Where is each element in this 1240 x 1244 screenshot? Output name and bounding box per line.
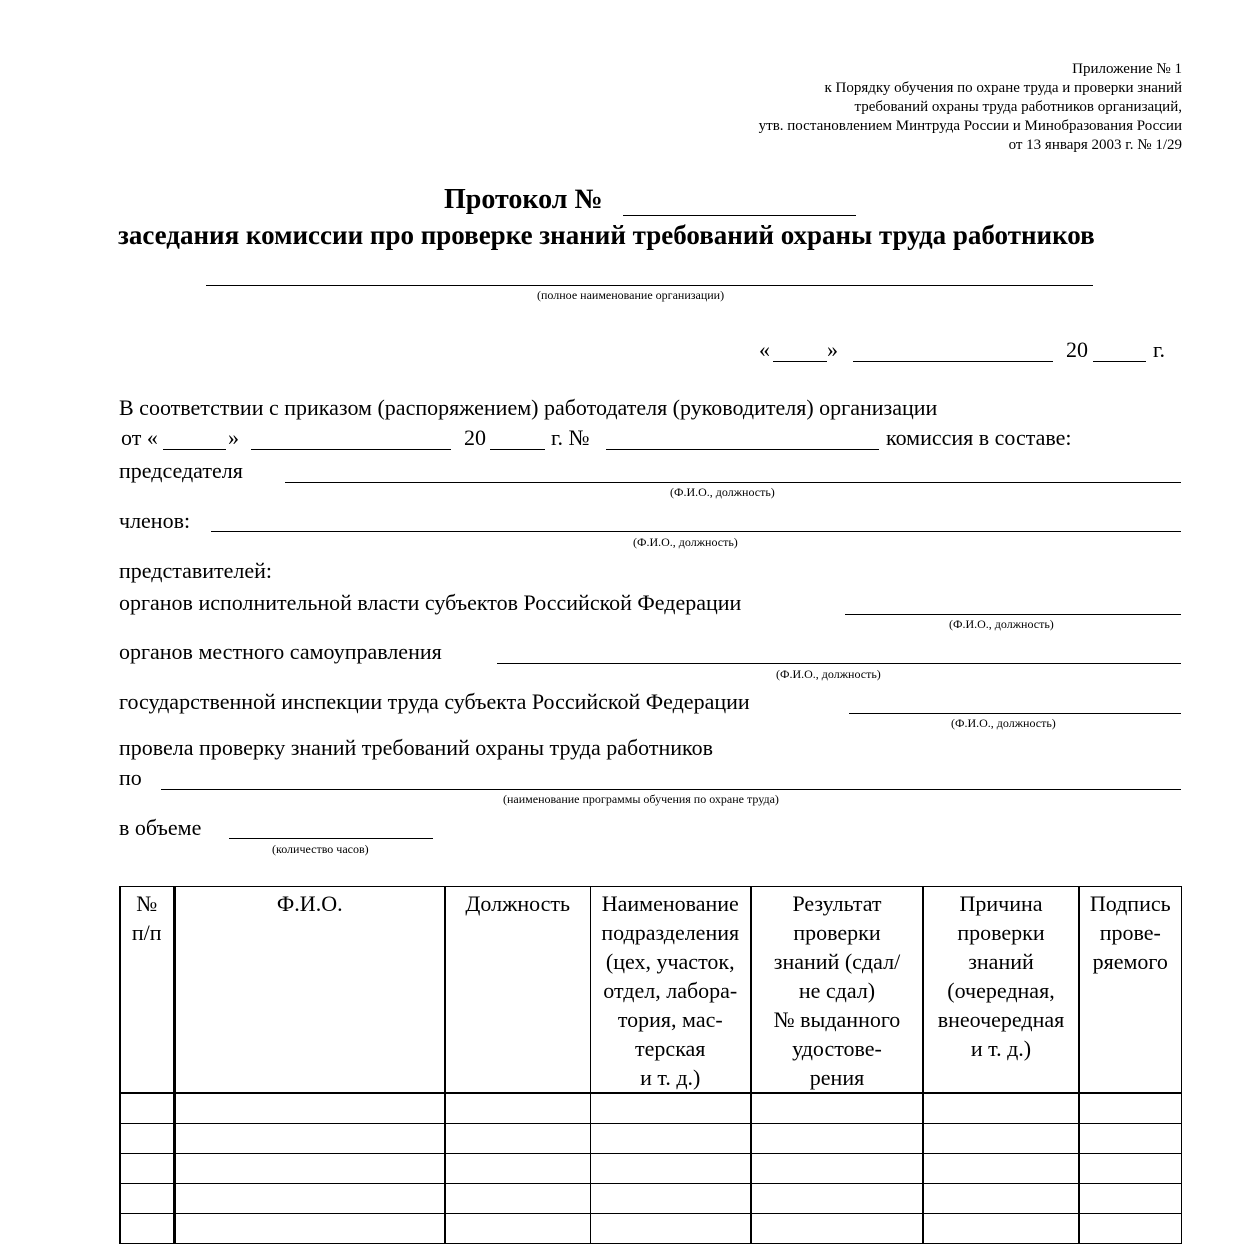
table-cell-reason[interactable]: [923, 1154, 1079, 1184]
program-hint: (наименование программы обучения по охране труда): [503, 792, 779, 806]
members-label: членов:: [119, 508, 191, 533]
table-cell-department[interactable]: [590, 1214, 751, 1244]
date-year-suffix: г.: [1153, 337, 1166, 362]
column-header-position: Должность: [445, 887, 590, 1094]
inspection-field[interactable]: [849, 713, 1181, 714]
date-month-field[interactable]: [853, 361, 1053, 362]
table-cell-department[interactable]: [590, 1124, 751, 1154]
exec-bodies-field[interactable]: [845, 614, 1181, 615]
table-cell-number[interactable]: [120, 1093, 174, 1124]
chairman-hint: (Ф.И.О., должность): [670, 485, 775, 499]
order-number-label: г. №: [551, 425, 590, 450]
commission-label: комиссия в составе:: [886, 425, 1072, 450]
local-gov-hint: (Ф.И.О., должность): [776, 667, 881, 681]
table-cell-signature[interactable]: [1079, 1093, 1181, 1124]
table-cell-fio[interactable]: [174, 1184, 445, 1214]
table-row: [120, 1214, 1181, 1244]
table-cell-signature[interactable]: [1079, 1154, 1181, 1184]
examinees-table: [119, 886, 1182, 1244]
members-hint: (Ф.И.О., должность): [633, 535, 738, 549]
table-header-row: [120, 887, 1181, 1094]
local-gov-label: органов местного самоуправления: [119, 639, 442, 664]
table-cell-number[interactable]: [120, 1124, 174, 1154]
table-cell-signature[interactable]: [1079, 1214, 1181, 1244]
table-cell-position[interactable]: [445, 1093, 590, 1124]
table-cell-position[interactable]: [445, 1214, 590, 1244]
protocol-subtitle: заседания комиссии про проверке знаний требований охраны труда работников: [118, 220, 1095, 250]
organization-name-field[interactable]: [206, 285, 1093, 286]
table-cell-signature[interactable]: [1079, 1124, 1181, 1154]
table-cell-department[interactable]: [590, 1154, 751, 1184]
table-cell-number[interactable]: [120, 1184, 174, 1214]
column-header-fio: Ф.И.О.: [174, 887, 445, 1094]
column-header-result: Результат проверки знаний (сдал/ не сдал) № выданного удостове- рения: [751, 887, 923, 1094]
order-month-field[interactable]: [251, 449, 451, 450]
table-cell-fio[interactable]: [174, 1093, 445, 1124]
table-cell-position[interactable]: [445, 1154, 590, 1184]
table-row: [120, 1093, 1181, 1124]
date-year-prefix: 20: [1066, 337, 1088, 362]
table-cell-fio[interactable]: [174, 1154, 445, 1184]
order-day-field[interactable]: [163, 449, 226, 450]
exec-bodies-hint: (Ф.И.О., должность): [949, 617, 1054, 631]
appendix-line: к Порядку обучения по охране труда и проверки знаний: [824, 80, 1182, 96]
table-row: [120, 1124, 1181, 1154]
table-cell-reason[interactable]: [923, 1093, 1079, 1124]
table-cell-reason[interactable]: [923, 1214, 1079, 1244]
hours-field[interactable]: [229, 838, 433, 839]
representatives-label: представителей:: [119, 558, 273, 583]
protocol-number-field[interactable]: [623, 215, 856, 216]
inspection-hint: (Ф.И.О., должность): [951, 716, 1056, 730]
column-header-signature: Подпись прове- ряемого: [1079, 887, 1181, 1094]
table-cell-position[interactable]: [445, 1124, 590, 1154]
order-number-field[interactable]: [606, 449, 879, 450]
chairman-field[interactable]: [285, 482, 1181, 483]
table-cell-result[interactable]: [751, 1214, 923, 1244]
protocol-title: Протокол №: [444, 184, 603, 215]
organization-hint: (полное наименование организации): [537, 288, 725, 302]
table-cell-fio[interactable]: [174, 1214, 445, 1244]
inspection-label: государственной инспекции труда субъекта Российской Федерации: [119, 689, 750, 714]
date-open-quote: «: [759, 337, 770, 362]
chairman-label: председателя: [119, 458, 243, 483]
table-cell-reason[interactable]: [923, 1124, 1079, 1154]
hours-hint: (количество часов): [272, 842, 369, 856]
appendix-note: [759, 60, 1182, 155]
date-close-quote: »: [827, 337, 838, 362]
column-header-department: Наименование подразделения (цех, участок, отдел, лабора- тория, мас- терская и т. д.): [590, 887, 751, 1094]
table-cell-reason[interactable]: [923, 1184, 1079, 1214]
column-header-number: № п/п: [120, 887, 174, 1094]
table-row: [120, 1154, 1181, 1184]
table-cell-result[interactable]: [751, 1124, 923, 1154]
table-cell-department[interactable]: [590, 1093, 751, 1124]
table-cell-signature[interactable]: [1079, 1184, 1181, 1214]
volume-label: в объеме: [119, 815, 202, 840]
exec-bodies-label: органов исполнительной власти субъектов Российской Федерации: [119, 590, 742, 615]
members-field[interactable]: [211, 531, 1181, 532]
appendix-line: требований охраны труда работников организаций,: [854, 99, 1182, 115]
table-cell-result[interactable]: [751, 1093, 923, 1124]
table-cell-department[interactable]: [590, 1184, 751, 1214]
by-label: по: [119, 765, 142, 790]
order-year-prefix: 20: [464, 425, 486, 450]
order-date-open: от «: [121, 425, 158, 450]
table-row: [120, 1184, 1181, 1214]
local-gov-field[interactable]: [497, 663, 1181, 664]
appendix-line: утв. постановлением Минтруда России и Минобразования России: [758, 118, 1182, 134]
order-date-close: »: [228, 425, 239, 450]
date-year-field[interactable]: [1093, 361, 1146, 362]
program-field[interactable]: [161, 789, 1181, 790]
table-cell-result[interactable]: [751, 1184, 923, 1214]
table-cell-fio[interactable]: [174, 1124, 445, 1154]
appendix-line: от 13 января 2003 г. № 1/29: [1008, 137, 1182, 153]
table-cell-position[interactable]: [445, 1184, 590, 1214]
column-header-reason: Причина проверки знаний (очередная, внеочередная и т. д.): [923, 887, 1079, 1094]
intro-text: В соответствии с приказом (распоряжением) работодателя (руководителя) организации: [119, 395, 938, 420]
table-cell-result[interactable]: [751, 1154, 923, 1184]
table-cell-number[interactable]: [120, 1214, 174, 1244]
conducted-label: провела проверку знаний требований охраны труда работников: [119, 735, 714, 760]
appendix-line: Приложение № 1: [1072, 61, 1182, 77]
date-day-field[interactable]: [773, 361, 827, 362]
table-cell-number[interactable]: [120, 1154, 174, 1184]
order-year-field[interactable]: [490, 449, 545, 450]
